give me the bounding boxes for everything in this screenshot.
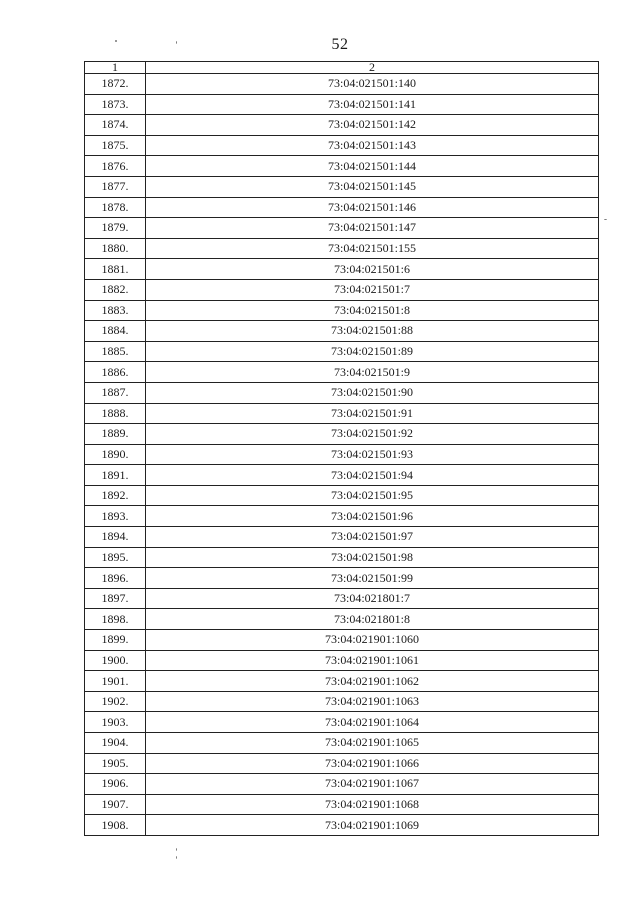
table-body <box>85 74 599 836</box>
table-header <box>85 62 599 74</box>
row-number-cell: 1906. <box>85 774 146 795</box>
scan-speck <box>176 856 177 859</box>
table-row <box>85 156 599 177</box>
cadastral-number-cell: 73:04:021901:1065 <box>146 733 599 754</box>
table-row <box>85 197 599 218</box>
cadastral-number-cell: 73:04:021901:1064 <box>146 712 599 733</box>
table-row <box>85 300 599 321</box>
cadastral-number-cell: 73:04:021901:1060 <box>146 630 599 651</box>
row-number-cell: 1901. <box>85 671 146 692</box>
cadastral-number-cell: 73:04:021901:1066 <box>146 753 599 774</box>
table-row <box>85 671 599 692</box>
table-row <box>85 321 599 342</box>
cadastral-number-cell: 73:04:021501:97 <box>146 527 599 548</box>
cadastral-number-cell: 73:04:021501:142 <box>146 115 599 136</box>
table-row <box>85 74 599 95</box>
cadastral-number-table <box>84 61 599 836</box>
row-number-cell: 1881. <box>85 259 146 280</box>
table-row <box>85 115 599 136</box>
cadastral-number-cell: 73:04:021501:88 <box>146 321 599 342</box>
table-row <box>85 341 599 362</box>
row-number-cell: 1885. <box>85 341 146 362</box>
cadastral-number-cell: 73:04:021501:144 <box>146 156 599 177</box>
cadastral-number-cell: 73:04:021501:6 <box>146 259 599 280</box>
column-header-2: 2 <box>146 62 599 74</box>
row-number-cell: 1892. <box>85 485 146 506</box>
cadastral-number-cell: 73:04:021501:140 <box>146 74 599 95</box>
table-row <box>85 609 599 630</box>
row-number-cell: 1872. <box>85 74 146 95</box>
table-row <box>85 94 599 115</box>
table-row <box>85 135 599 156</box>
table-row <box>85 794 599 815</box>
cadastral-number-cell: 73:04:021801:7 <box>146 588 599 609</box>
cadastral-number-cell: 73:04:021501:141 <box>146 94 599 115</box>
row-number-cell: 1891. <box>85 465 146 486</box>
table-row <box>85 362 599 383</box>
cadastral-number-cell: 73:04:021501:147 <box>146 218 599 239</box>
page-number: 52 <box>331 36 349 53</box>
row-number-cell: 1904. <box>85 733 146 754</box>
table-row <box>85 424 599 445</box>
row-number-cell: 1902. <box>85 691 146 712</box>
cadastral-number-cell: 73:04:021501:9 <box>146 362 599 383</box>
row-number-cell: 1882. <box>85 279 146 300</box>
row-number-cell: 1908. <box>85 815 146 836</box>
row-number-cell: 1893. <box>85 506 146 527</box>
table-row <box>85 691 599 712</box>
row-number-cell: 1896. <box>85 568 146 589</box>
row-number-cell: 1886. <box>85 362 146 383</box>
table-row <box>85 279 599 300</box>
table-row <box>85 712 599 733</box>
cadastral-number-cell: 73:04:021901:1061 <box>146 650 599 671</box>
row-number-cell: 1888. <box>85 403 146 424</box>
cadastral-number-cell: 73:04:021901:1068 <box>146 794 599 815</box>
cadastral-number-cell: 73:04:021501:89 <box>146 341 599 362</box>
row-number-cell: 1874. <box>85 115 146 136</box>
table-row <box>85 753 599 774</box>
row-number-cell: 1897. <box>85 588 146 609</box>
cadastral-number-cell: 73:04:021901:1067 <box>146 774 599 795</box>
cadastral-number-cell: 73:04:021501:8 <box>146 300 599 321</box>
row-number-cell: 1877. <box>85 176 146 197</box>
row-number-cell: 1899. <box>85 630 146 651</box>
row-number-cell: 1903. <box>85 712 146 733</box>
row-number-cell: 1890. <box>85 444 146 465</box>
table-row <box>85 630 599 651</box>
cadastral-number-cell: 73:04:021501:95 <box>146 485 599 506</box>
row-number-cell: 1876. <box>85 156 146 177</box>
scan-speck <box>176 848 177 851</box>
cadastral-number-cell: 73:04:021501:145 <box>146 176 599 197</box>
cadastral-number-cell: 73:04:021501:146 <box>146 197 599 218</box>
table-row <box>85 444 599 465</box>
header-row <box>85 62 599 74</box>
row-number-cell: 1883. <box>85 300 146 321</box>
cadastral-number-cell: 73:04:021501:99 <box>146 568 599 589</box>
cadastral-number-cell: 73:04:021501:93 <box>146 444 599 465</box>
cadastral-number-cell: 73:04:021801:8 <box>146 609 599 630</box>
row-number-cell: 1887. <box>85 382 146 403</box>
column-header-1: 1 <box>85 62 146 74</box>
scan-speck <box>176 41 177 44</box>
table-row <box>85 259 599 280</box>
scan-speck <box>115 40 117 42</box>
cadastral-number-cell: 73:04:021501:96 <box>146 506 599 527</box>
row-number-cell: 1900. <box>85 650 146 671</box>
table-row <box>85 774 599 795</box>
row-number-cell: 1895. <box>85 547 146 568</box>
cadastral-number-cell: 73:04:021501:90 <box>146 382 599 403</box>
row-number-cell: 1905. <box>85 753 146 774</box>
cadastral-number-cell: 73:04:021501:98 <box>146 547 599 568</box>
table-row <box>85 218 599 239</box>
table-row <box>85 176 599 197</box>
table-row <box>85 527 599 548</box>
cadastral-number-cell: 73:04:021501:92 <box>146 424 599 445</box>
cadastral-number-cell: 73:04:021901:1063 <box>146 691 599 712</box>
cadastral-number-cell: 73:04:021901:1069 <box>146 815 599 836</box>
table-row <box>85 733 599 754</box>
cadastral-number-cell: 73:04:021501:7 <box>146 279 599 300</box>
row-number-cell: 1889. <box>85 424 146 445</box>
table-row <box>85 382 599 403</box>
row-number-cell: 1898. <box>85 609 146 630</box>
table-row <box>85 547 599 568</box>
row-number-cell: 1879. <box>85 218 146 239</box>
row-number-cell: 1907. <box>85 794 146 815</box>
row-number-cell: 1878. <box>85 197 146 218</box>
cadastral-number-cell: 73:04:021501:155 <box>146 238 599 259</box>
row-number-cell: 1884. <box>85 321 146 342</box>
scan-speck <box>604 219 607 220</box>
table-row <box>85 238 599 259</box>
row-number-cell: 1873. <box>85 94 146 115</box>
table-row <box>85 403 599 424</box>
table-row <box>85 485 599 506</box>
table-row <box>85 650 599 671</box>
row-number-cell: 1880. <box>85 238 146 259</box>
table-row <box>85 588 599 609</box>
table-row <box>85 568 599 589</box>
row-number-cell: 1875. <box>85 135 146 156</box>
cadastral-number-cell: 73:04:021501:143 <box>146 135 599 156</box>
table-row <box>85 465 599 486</box>
table-row <box>85 506 599 527</box>
row-number-cell: 1894. <box>85 527 146 548</box>
cadastral-number-cell: 73:04:021901:1062 <box>146 671 599 692</box>
cadastral-number-cell: 73:04:021501:94 <box>146 465 599 486</box>
cadastral-number-cell: 73:04:021501:91 <box>146 403 599 424</box>
table-row <box>85 815 599 836</box>
